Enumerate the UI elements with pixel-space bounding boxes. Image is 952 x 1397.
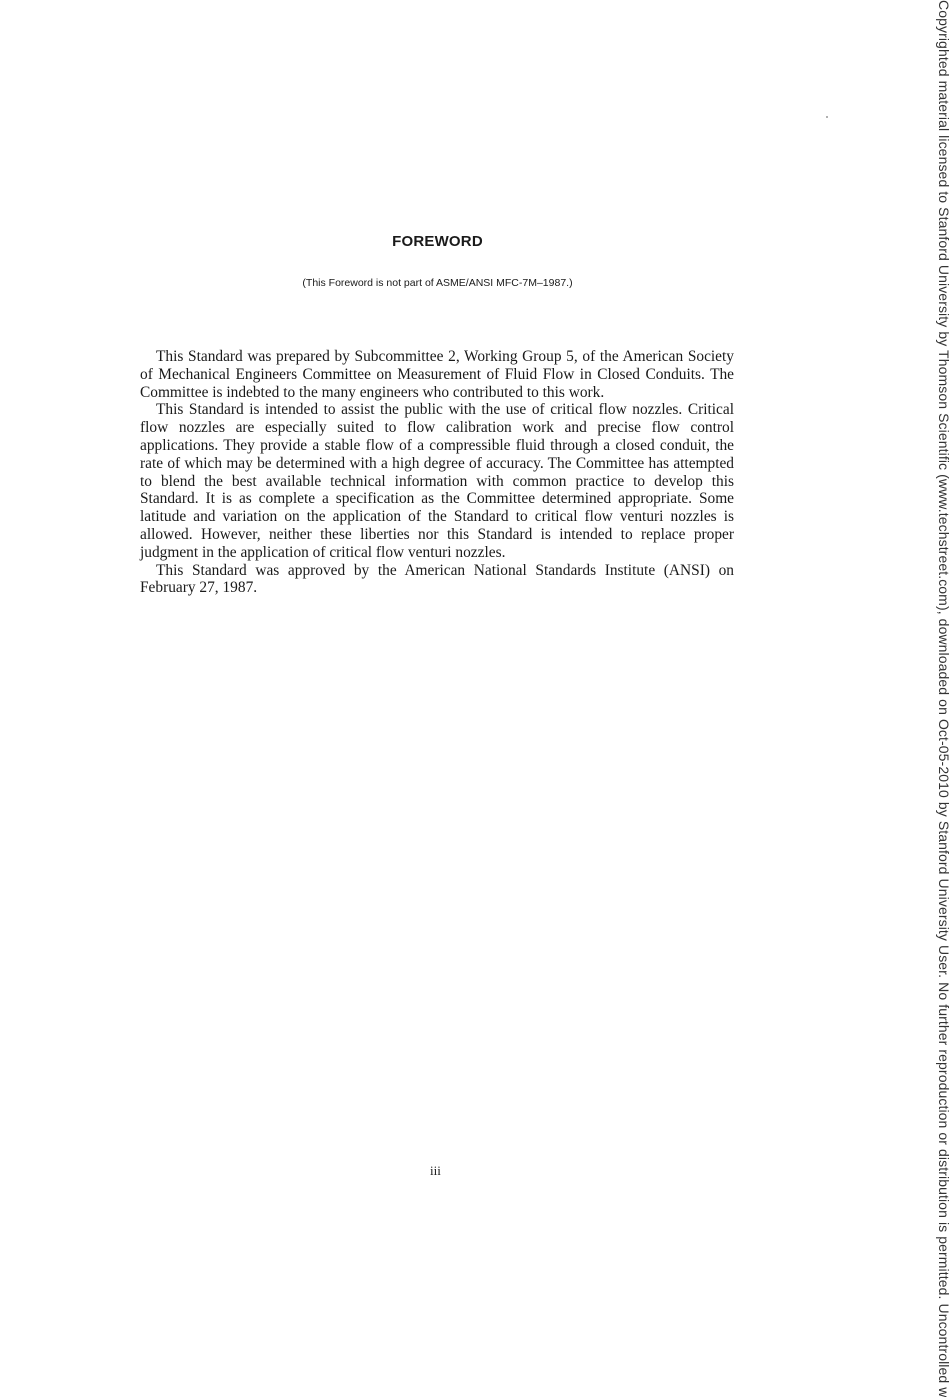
scan-speck (826, 116, 828, 118)
paragraph-2: This Standard is intended to assist the public with the use of critical flow nozzles. Critical flow nozzles are especially suited to flow calibration work and precise flow control applications. They provide a stable flow of a compressible fluid through a closed conduit, the rate of which may be determined with a high degree of accuracy. The Committee has attempted to blend the best available technical information with common practice to develop this Standard. It is as complete a specification as the Committee determined appropriate. Some latitude and variation on the application of the Standard to critical flow venturi nozzles is allowed. However, neither these liberties nor this Standard is intended to replace proper judgment in the application of critical flow venturi nozzles. (140, 401, 734, 561)
page-number: iii (430, 1163, 441, 1178)
paragraph-1: This Standard was prepared by Subcommittee 2, Working Group 5, of the American Society of Mechanical Engineers Committee on Measurement of Fluid Flow in Closed Conduits. The Committee is indebted to the many engineers who contributed to this work. (140, 348, 734, 401)
page-title: FOREWORD (392, 233, 483, 250)
paragraph-3: This Standard was approved by the American National Standards Institute (ANSI) on February 27, 1987. (140, 561, 734, 597)
copyright-margin-notice: Copyrighted material licensed to Stanford University by Thomson Scientific (www.techstreet.com), downloaded on Oct-05-2010 by Stanford University User. No further reproduction or distribution is permitted. Uncontrolled w (936, 0, 952, 1397)
page-subtitle: (This Foreword is not part of ASME/ANSI MFC-7M–1987.) (302, 277, 573, 289)
foreword-body (140, 348, 734, 597)
